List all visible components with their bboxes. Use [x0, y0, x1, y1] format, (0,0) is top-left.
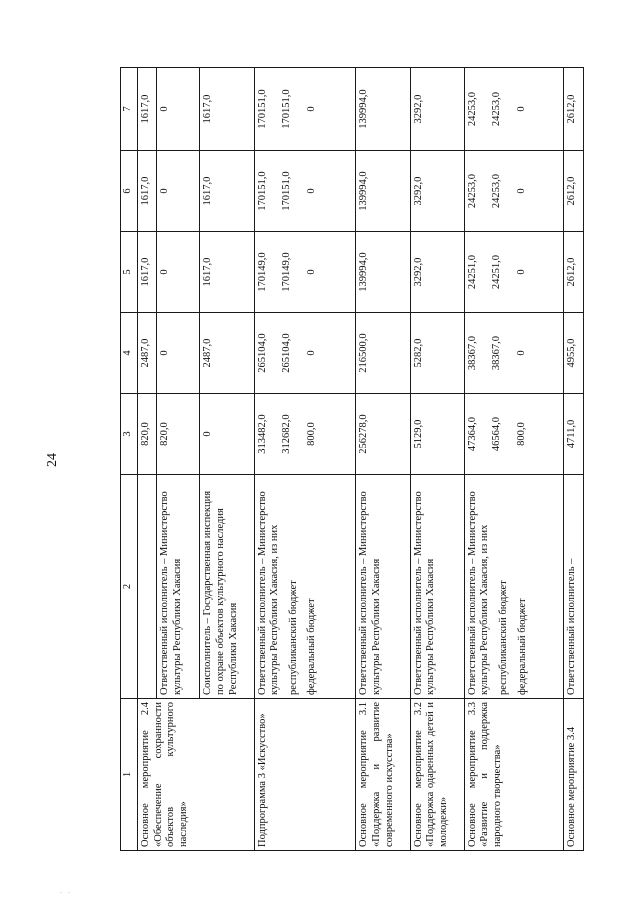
- value-line: 0: [515, 269, 527, 275]
- value-line: 24251,0: [466, 254, 478, 290]
- value-line: 265104,0: [256, 333, 268, 373]
- value-cell: [254, 232, 356, 313]
- value-cell: 2487,0: [138, 313, 157, 394]
- value-cell: [464, 232, 564, 313]
- value-cell: [464, 68, 564, 151]
- header-col-7: 7: [121, 68, 138, 151]
- header-col-3: 3: [121, 394, 138, 475]
- executor-line: республиканский бюджет: [497, 580, 509, 695]
- measure-name: Основное мероприятие 2.4 «Обеспечение сохранности объектов культурного наследия»: [138, 699, 255, 851]
- value-line: 24253,0: [466, 91, 478, 127]
- value-cell: [254, 68, 356, 151]
- value-cell: 4955,0: [564, 313, 584, 394]
- value-line: 0: [515, 106, 527, 112]
- value-cell: 820,0: [157, 394, 200, 475]
- executor-line: Ответственный исполнитель – Министерство культуры Республики Хакасия, из них: [256, 491, 281, 695]
- value-line: 24251,0: [491, 254, 503, 290]
- value-line: 0: [515, 188, 527, 194]
- value-line: 313482,0: [256, 414, 268, 454]
- measure-name: Основное мероприятие 3.2 «Поддержка одаренных детей и молодежи»: [410, 699, 464, 851]
- value-cell: [254, 151, 356, 232]
- executor-cell: Ответственный исполнитель – Министерство культуры Республики Хакасия: [410, 475, 464, 699]
- value-line: 170151,0: [256, 89, 268, 129]
- value-cell: 0: [200, 394, 254, 475]
- value-line: 47364,0: [466, 416, 478, 452]
- value-line: 46564,0: [491, 416, 503, 452]
- measure-name: Основное мероприятие 3.4: [564, 699, 584, 851]
- page-number: 24: [45, 453, 60, 467]
- value-cell: 2487,0: [200, 313, 254, 394]
- header-col-5: 5: [121, 232, 138, 313]
- table-row: [410, 68, 464, 851]
- executor-line: федеральный бюджет: [306, 598, 318, 695]
- value-cell: [254, 394, 356, 475]
- value-line: 800,0: [515, 422, 527, 446]
- value-line: 38367,0: [466, 335, 478, 371]
- value-line: 170151,0: [281, 171, 293, 211]
- value-cell: 256278,0: [356, 394, 410, 475]
- value-cell: 216500,0: [356, 313, 410, 394]
- value-line: 170149,0: [281, 252, 293, 292]
- measure-name: Подпрограмма 3 «Искусство»: [254, 699, 356, 851]
- executor-line: Ответственный исполнитель – Министерство культуры Республики Хакасия, из них: [466, 491, 491, 695]
- header-col-4: 4: [121, 313, 138, 394]
- value-cell: 1617,0: [200, 151, 254, 232]
- value-cell: 2612,0: [564, 68, 584, 151]
- value-cell: 2612,0: [564, 232, 584, 313]
- header-row: [121, 68, 138, 851]
- value-line: 170151,0: [281, 89, 293, 129]
- table-row: [356, 68, 410, 851]
- budget-table: [120, 67, 584, 851]
- value-cell: 139994,0: [356, 232, 410, 313]
- table-row: [464, 68, 564, 851]
- value-line: 24253,0: [491, 173, 503, 209]
- executor-cell: Ответственный исполнитель – Министерство культуры Республики Хакасия: [157, 475, 200, 699]
- header-col-1: 1: [121, 699, 138, 851]
- value-line: 24253,0: [491, 91, 503, 127]
- value-line: 24253,0: [466, 173, 478, 209]
- executor-cell: [464, 475, 564, 699]
- value-line: 38367,0: [491, 335, 503, 371]
- table-row: [564, 68, 584, 851]
- value-cell: [464, 313, 564, 394]
- value-cell: [254, 313, 356, 394]
- value-cell: [464, 151, 564, 232]
- executor-line: республиканский бюджет: [287, 580, 299, 695]
- executor-line: федеральный бюджет: [516, 598, 528, 695]
- value-cell: 0: [157, 313, 200, 394]
- header-col-2: 2: [121, 475, 138, 699]
- value-cell: 820,0: [138, 394, 157, 475]
- value-cell: 5282,0: [410, 313, 464, 394]
- value-cell: 0: [157, 151, 200, 232]
- value-cell: 5129,0: [410, 394, 464, 475]
- value-cell: 3292,0: [410, 151, 464, 232]
- value-line: 170149,0: [256, 252, 268, 292]
- value-cell: 139994,0: [356, 151, 410, 232]
- value-cell: [464, 394, 564, 475]
- value-cell: 1617,0: [138, 151, 157, 232]
- value-cell: 0: [157, 68, 200, 151]
- executor-cell: Ответственный исполнитель – Министерство культуры Республики Хакасия: [356, 475, 410, 699]
- value-cell: 4711,0: [564, 394, 584, 475]
- value-cell: 1617,0: [138, 68, 157, 151]
- value-cell: 1617,0: [200, 232, 254, 313]
- table-row: [254, 68, 356, 851]
- executor-cell: Соисполнитель – Государственная инспекция по охране объектов культурного наследия Республики Хакасия: [200, 475, 254, 699]
- measure-name: Основное мероприятие 3.3 «Развитие и поддержка народного творчества»: [464, 699, 564, 851]
- value-line: 0: [305, 106, 317, 112]
- rotated-table-canvas: [120, 68, 584, 851]
- executor-cell: Ответственный исполнитель –: [564, 475, 584, 699]
- value-line: 0: [305, 350, 317, 356]
- value-line: 800,0: [305, 422, 317, 446]
- value-line: 312682,0: [281, 414, 293, 454]
- table-row: [138, 68, 157, 851]
- value-line: 170151,0: [256, 171, 268, 211]
- value-cell: 0: [157, 232, 200, 313]
- rotated-table-wrapper: [120, 68, 584, 851]
- executor-cell: [254, 475, 356, 699]
- value-cell: 3292,0: [410, 232, 464, 313]
- value-cell: 1617,0: [200, 68, 254, 151]
- executor-cell: [138, 475, 157, 699]
- value-cell: 139994,0: [356, 68, 410, 151]
- value-line: 265104,0: [281, 333, 293, 373]
- value-cell: 1617,0: [138, 232, 157, 313]
- value-cell: 2612,0: [564, 151, 584, 232]
- value-line: 0: [305, 269, 317, 275]
- value-line: 0: [305, 188, 317, 194]
- value-line: 0: [515, 350, 527, 356]
- scan-mark: . .: [60, 886, 72, 895]
- measure-name: Основное мероприятие 3.1 «Поддержка и развитие современного искусства»: [356, 699, 410, 851]
- value-cell: 3292,0: [410, 68, 464, 151]
- header-col-6: 6: [121, 151, 138, 232]
